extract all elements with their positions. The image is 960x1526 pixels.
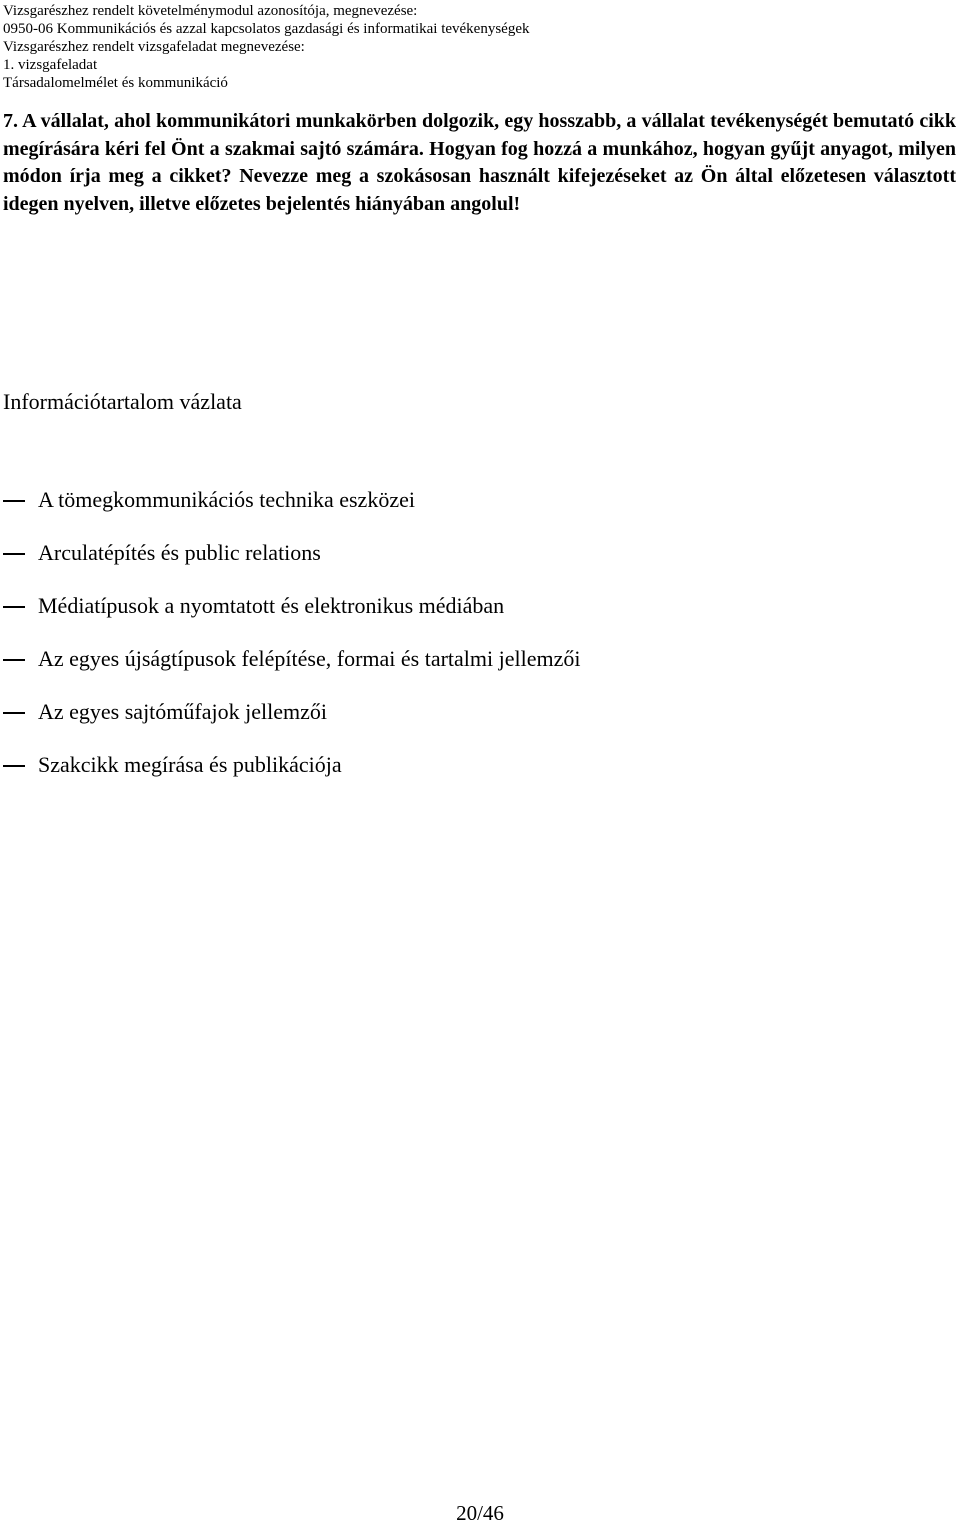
outline-item — [0, 749, 900, 802]
outline-title: Információtartalom vázlata — [3, 389, 242, 414]
outline-item-text: Az egyes sajtóműfajok jellemzői — [38, 699, 327, 724]
outline-item — [0, 590, 900, 643]
outline-list — [0, 484, 900, 802]
page-number: 20/46 — [456, 1501, 504, 1525]
dash-bullet-icon — [3, 606, 25, 608]
outline-item — [0, 696, 900, 749]
header-line-task-label: Vizsgarészhez rendelt vizsgafeladat megnevezése: — [3, 39, 305, 55]
outline-item — [0, 643, 900, 696]
dash-bullet-icon — [3, 500, 25, 502]
exam-question: 7. A vállalat, ahol kommunikátori munkakörben dolgozik, egy hosszabb, a vállalat tevékenységét bemutató cikk megírására kéri fel Önt a szakmai sajtó számára. Hogyan fog hozzá a munkához, hogyan gyűjt anyagot, milyen módon írja meg a cikket? Nevezze meg a szokásosan használt kifejezéseket az Ön által előzetesen választott idegen nyelven, illetve előzetes bejelentés hiányában angolul! — [3, 110, 956, 215]
dash-bullet-icon — [3, 712, 25, 714]
outline-item-text: A tömegkommunikációs technika eszközei — [38, 487, 415, 512]
outline-item-text: Médiatípusok a nyomtatott és elektronikus médiában — [38, 593, 505, 618]
dash-bullet-icon — [3, 553, 25, 555]
outline-item-text: Szakcikk megírása és publikációja — [38, 752, 342, 777]
document-header — [3, 2, 953, 92]
dash-bullet-icon — [3, 659, 25, 661]
outline-item — [0, 537, 900, 590]
header-line-module-name: 0950-06 Kommunikációs és azzal kapcsolatos gazdasági és informatikai tevékenységek — [3, 21, 530, 37]
header-line-module-label: Vizsgarészhez rendelt követelménymodul azonosítója, megnevezése: — [3, 3, 418, 19]
dash-bullet-icon — [3, 765, 25, 767]
header-line-task-name: Társadalomelmélet és kommunikáció — [3, 75, 228, 91]
outline-item-text: Arculatépítés és public relations — [38, 540, 321, 565]
header-line-task-number: 1. vizsgafeladat — [3, 57, 98, 73]
outline-item-text: Az egyes újságtípusok felépítése, formai és tartalmi jellemzői — [38, 646, 581, 671]
outline-item — [0, 484, 900, 537]
